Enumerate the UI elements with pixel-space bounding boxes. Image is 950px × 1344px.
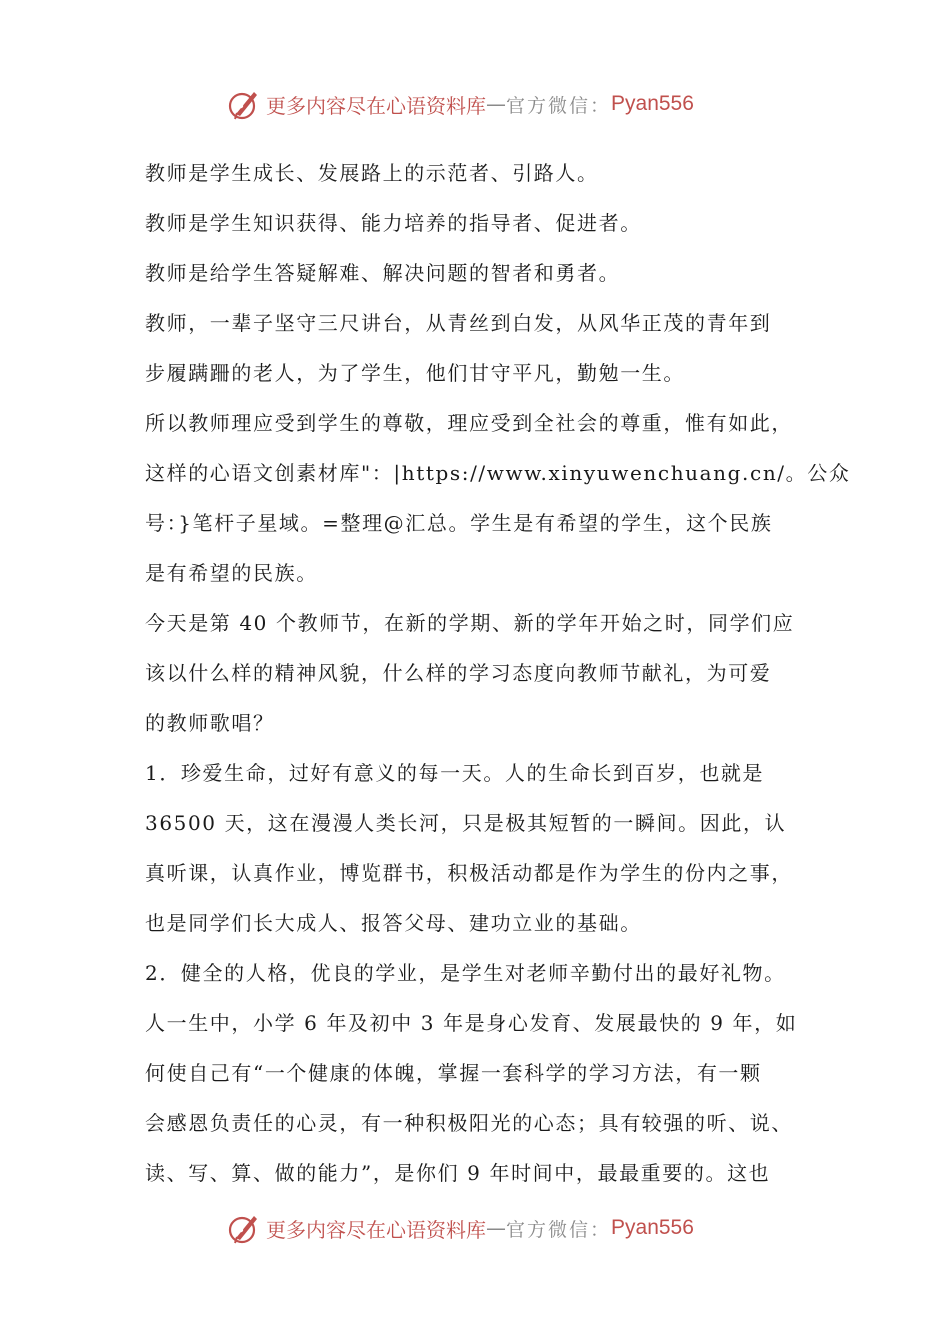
text-line: 读、写、算、做的能力”，是你们 9 年时间中，最最重要的。这也: [145, 1161, 771, 1185]
footer-banner: [226, 1208, 694, 1248]
quill-logo-icon: [226, 1210, 262, 1246]
text-line: 是有希望的民族。: [145, 561, 318, 585]
text-line: 教师是学生成长、发展路上的示范者、引路人。: [145, 161, 599, 185]
banner-text: 更多内容尽在心语资料库: [266, 93, 486, 118]
quill-logo-icon: [226, 86, 262, 122]
text-line: 今天是第 40 个教师节，在新的学期、新的学年开始之时，同学们应: [145, 611, 795, 635]
text-line: 2．健全的人格，优良的学业，是学生对老师辛勤付出的最好礼物。: [145, 961, 786, 985]
text-line: 这样的心语文创素材库"：|https://www.xinyuwenchuang.cn/。公众: [145, 461, 851, 485]
text-line: 所以教师理应受到学生的尊敬，理应受到全社会的尊重，惟有如此，: [145, 411, 793, 435]
text-line: 该以什么样的精神风貌，什么样的学习态度向教师节献礼，为可爱: [145, 661, 772, 685]
text-line: 何使自己有“一个健康的体魄，掌握一套科学的学习方法，有一颗: [145, 1061, 762, 1085]
text-line: 人一生中，小学 6 年及初中 3 年是身心发育、发展最快的 9 年，如: [145, 1011, 798, 1035]
banner-wechat-id: Pyan556: [611, 92, 694, 115]
text-line: 36500 天，这在漫漫人类长河，只是极其短暂的一瞬间。因此，认: [145, 811, 787, 835]
text-line: 教师是给学生答疑解难、解决问题的智者和勇者。: [145, 261, 621, 285]
banner-wechat-label: 官方微信：: [506, 94, 612, 117]
document-body: [145, 148, 851, 1198]
text-line: 号：}笔杆子星域。=整理@汇总。学生是有希望的学生，这个民族: [145, 511, 773, 535]
text-line: 教师，一辈子坚守三尺讲台，从青丝到白发，从风华正茂的青年到: [145, 311, 772, 335]
header-banner: [226, 84, 694, 124]
text-line: 教师是学生知识获得、能力培养的指导者、促进者。: [145, 211, 642, 235]
banner-wechat-label: 官方微信：: [506, 1218, 612, 1241]
text-line: 步履蹒跚的老人，为了学生，他们甘守平凡，勤勉一生。: [145, 361, 685, 385]
banner-wechat-id: Pyan556: [611, 1216, 694, 1239]
banner-dash: —: [486, 92, 506, 116]
text-line: 1．珍爱生命，过好有意义的每一天。人的生命长到百岁，也就是: [145, 761, 765, 785]
text-line: 也是同学们长大成人、报答父母、建功立业的基础。: [145, 911, 642, 935]
banner-text: 更多内容尽在心语资料库: [266, 1217, 486, 1242]
text-line: 会感恩负责任的心灵，有一种积极阳光的心态；具有较强的听、说、: [145, 1111, 793, 1135]
banner-dash: —: [486, 1216, 506, 1240]
text-line: 的教师歌唱？: [145, 711, 275, 735]
text-line: 真听课，认真作业，博览群书，积极活动都是作为学生的份内之事，: [145, 861, 793, 885]
